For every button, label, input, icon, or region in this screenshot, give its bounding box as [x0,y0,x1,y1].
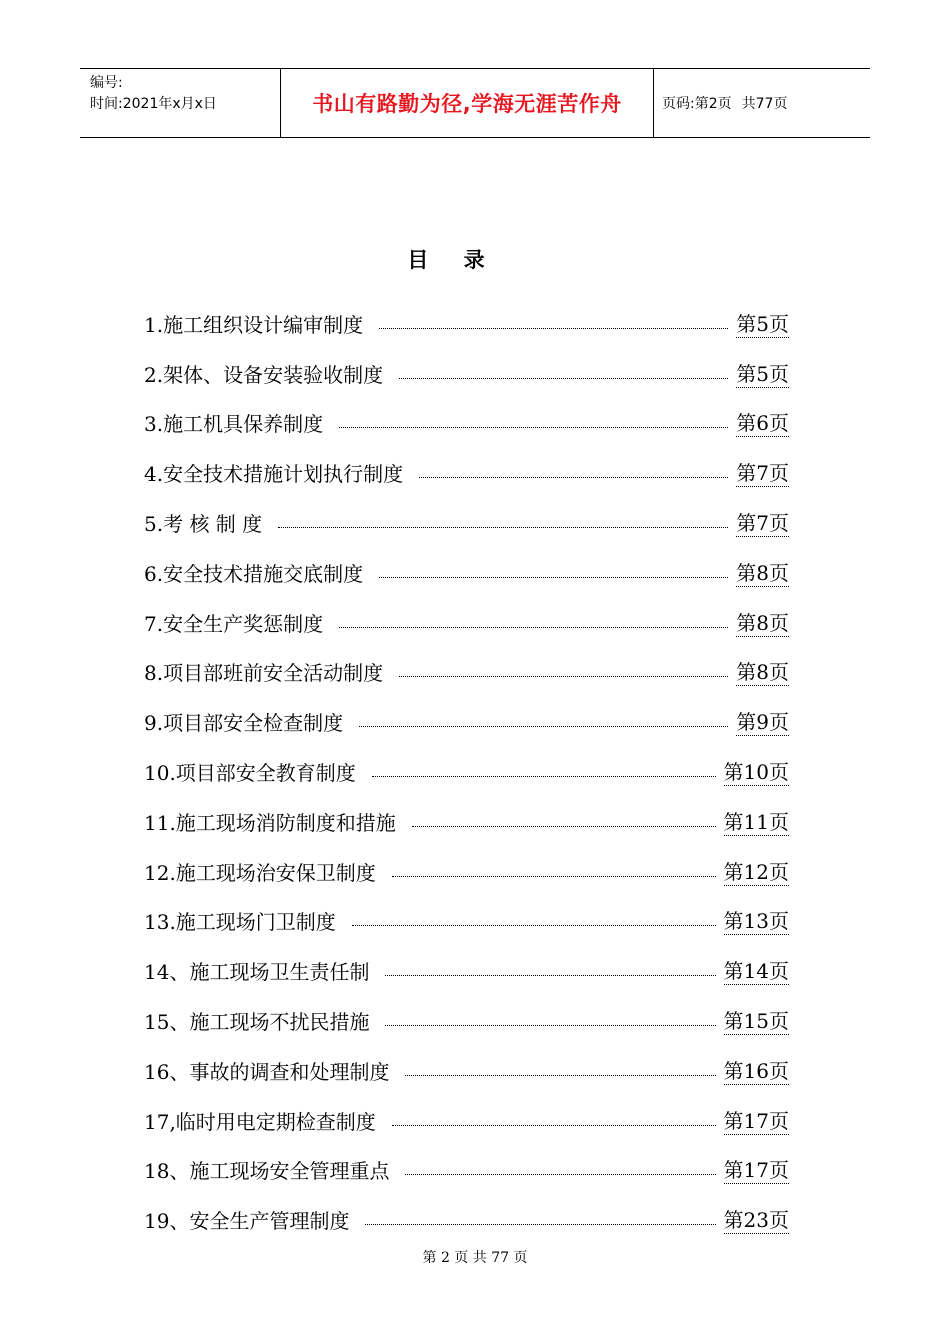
toc-entry [144,790,789,840]
toc-leader-dots [379,328,728,329]
toc-entry [144,989,789,1039]
toc-entry-label: 9.项目部安全检查制度 [144,711,344,736]
toc-entry-page: 第15页 [724,1005,789,1035]
toc-leader-dots [419,477,728,478]
header-motto-cell [281,69,654,137]
toc-leader-dots [379,577,728,578]
toc-entry-page: 第17页 [724,1154,789,1184]
document-number-label: 编号: [90,75,123,91]
header-motto: 书山有路勤为径,学海无涯苦作舟 [312,92,622,116]
table-of-contents [144,292,789,1238]
toc-entry-label: 1.施工组织设计编审制度 [144,312,364,337]
toc-entry-label: 7.安全生产奖惩制度 [144,611,324,636]
toc-entry-label: 14、施工现场卫生责任制 [144,960,370,985]
page-header [80,68,870,138]
toc-entry-label: 11.施工现场消防制度和措施 [144,810,396,835]
toc-entry-label: 4.安全技术措施计划执行制度 [144,462,404,487]
toc-entry-label: 12.施工现场治安保卫制度 [144,860,376,885]
toc-leader-dots [399,676,728,677]
toc-leader-dots [392,1125,716,1126]
toc-entry-page: 第7页 [736,457,789,487]
toc-leader-dots [352,925,716,926]
toc-entry-page: 第8页 [736,607,789,637]
header-meta [80,69,281,137]
page-footer: 第 2 页 共 77 页 [422,1250,528,1266]
toc-entry-label: 3.施工机具保养制度 [144,412,324,437]
toc-entry [144,591,789,641]
toc-entry [144,1139,789,1189]
toc-leader-dots [372,776,716,777]
toc-entry-label: 8.项目部班前安全活动制度 [144,661,384,686]
header-page-total: 共77页 [741,96,788,112]
toc-entry-label: 10.项目部安全教育制度 [144,760,356,785]
toc-leader-dots [359,726,728,727]
toc-leader-dots [399,378,728,379]
toc-leader-dots [339,627,728,628]
header-page-number: 页码:第2页 [662,96,732,112]
toc-entry [144,641,789,691]
toc-entry-page: 第5页 [736,308,789,338]
toc-entry-page: 第10页 [724,756,789,786]
toc-entry-label: 15、施工现场不扰民措施 [144,1009,370,1034]
toc-entry-page: 第9页 [736,706,789,736]
toc-leader-dots [385,975,715,976]
toc-entry [144,491,789,541]
toc-entry [144,690,789,740]
toc-entry [144,939,789,989]
toc-leader-dots [278,527,728,528]
toc-entry [144,740,789,790]
toc-entry [144,890,789,940]
toc-entry [144,441,789,491]
toc-entry-page: 第11页 [724,806,789,836]
toc-entry-page: 第14页 [724,955,789,985]
document-time-label: 时间:2021年x月x日 [90,96,217,112]
toc-entry [144,541,789,591]
toc-entry-page: 第6页 [736,407,789,437]
toc-leader-dots [385,1025,715,1026]
toc-title: 目 录 [407,247,499,272]
toc-entry [144,1089,789,1139]
toc-entry-label: 5.考 核 制 度 [144,511,263,536]
toc-entry [144,392,789,442]
toc-leader-dots [339,427,728,428]
toc-entry-label: 6.安全技术措施交底制度 [144,561,364,586]
toc-entry-page: 第17页 [724,1105,789,1135]
toc-entry-label: 18、施工现场安全管理重点 [144,1159,390,1184]
toc-entry-page: 第8页 [736,557,789,587]
toc-leader-dots [392,876,716,877]
toc-leader-dots [412,826,716,827]
toc-leader-dots [405,1075,715,1076]
toc-entry-label: 13.施工现场门卫制度 [144,910,336,935]
toc-leader-dots [405,1174,715,1175]
toc-entry-page: 第12页 [724,856,789,886]
toc-entry-page: 第23页 [724,1204,789,1234]
toc-entry-label: 2.架体、设备安装验收制度 [144,362,384,387]
toc-entry-page: 第16页 [724,1055,789,1085]
toc-entry-label: 17,临时用电定期检查制度 [144,1109,376,1134]
toc-entry-page: 第8页 [736,656,789,686]
toc-leader-dots [365,1224,715,1225]
toc-entry-page: 第13页 [724,905,789,935]
toc-entry [144,840,789,890]
toc-entry-page: 第5页 [736,358,789,388]
toc-entry-page: 第7页 [736,507,789,537]
toc-entry [144,1039,789,1089]
toc-entry [144,1188,789,1238]
toc-entry [144,342,789,392]
header-page-info [654,69,870,137]
toc-entry-label: 16、事故的调查和处理制度 [144,1059,390,1084]
toc-entry [144,292,789,342]
toc-entry-label: 19、安全生产管理制度 [144,1209,350,1234]
